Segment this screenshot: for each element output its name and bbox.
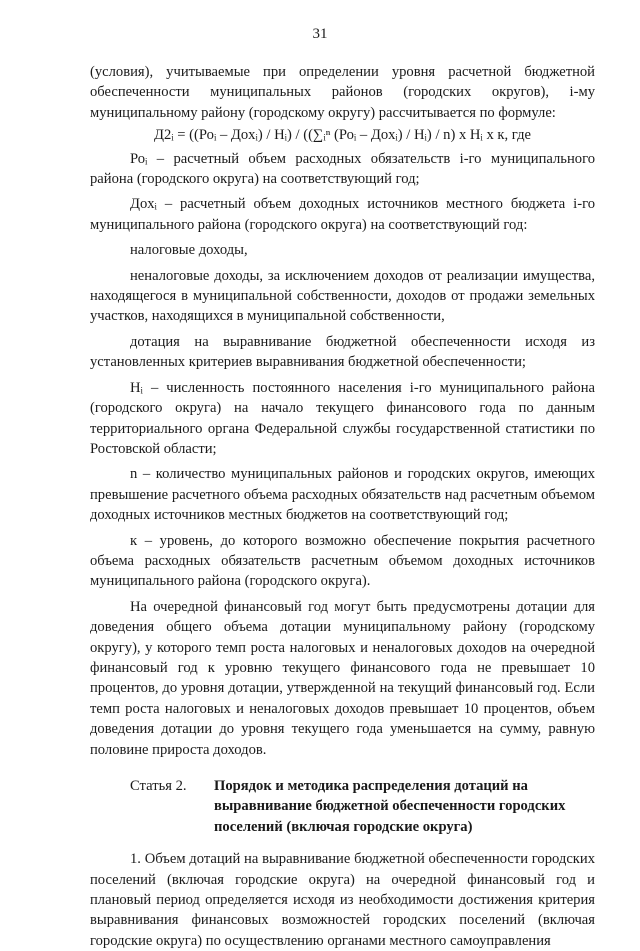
article-number: Статья 2. [130, 778, 187, 794]
paragraph: На очередной финансовый год могут быть предусмотрены дотации для доведения общего объема дотации муниципальному району (городскому округу), у которого темп роста налоговых и неналоговых доходов на очередной финансовый год к уровню текущего финансового года не превышает 10 процентов, до уровня дотации, утвержденной на текущий финансовый год. Если темп роста налоговых и неналоговых доходов превышает 10 процентов, объем доведения дотации до уровня текущего года уменьшается на сумму, равную половине прироста доходов. [90, 598, 595, 758]
paragraph: налоговые доходы, [130, 242, 248, 259]
paragraph: неналоговые доходы, за исключением доходов от реализации имущества, находящегося в муниципальной собственности, доходов от продажи земельных участков, находящихся в муниципальной собственности, [90, 267, 595, 325]
paragraph: Доxᵢ – расчетный объем доходных источников местного бюджета i-го муниципального района (городского округа) на соответствующий год: [90, 196, 595, 233]
article-title: Порядок и методика распределения дотаций на выравнивание бюджетной обеспеченности городских поселений (включая городские округа) [214, 778, 566, 835]
page-number: 31 [312, 26, 328, 42]
paragraph: Роᵢ – расчетный объем расходных обязательств i-го муниципального района (городского округа) на соответствующий год; [90, 150, 595, 188]
document-body [90, 62, 595, 951]
paragraph: дотация на выравнивание бюджетной обеспеченности исходя из установленных критериев выравнивания бюджетной обеспеченности; [90, 333, 595, 371]
formula: Д2ᵢ = ((Роᵢ – Доxᵢ) / Нᵢ) / ((∑ᵢⁿ (Роᵢ – Доxᵢ) / Нᵢ) / n) x Нᵢ x к, где [154, 127, 531, 144]
paragraph: n – количество муниципальных районов и городских округов, имеющих превышение расчетного объема расходных обязательств над расчетным объемом доходных источников местных бюджетов на соответствующий год; [90, 466, 595, 524]
paragraph: 1. Объем дотаций на выравнивание бюджетной обеспеченности городских поселений (включая городские округа) на очередной финансовый год и плановый период определяется исходя из необходимости достижения критерия выравнивания финансовых возможностей городских поселений (включая городские округа) по осуществлению органами местного самоуправления [90, 851, 595, 949]
paragraph: Нᵢ – численность постоянного населения i-го муниципального района (городского округа) на начало текущего финансового года по данным территориального органа Федеральной службы государственной статистики по Ростовской области; [90, 379, 595, 457]
paragraph: к – уровень, до которого возможно обеспечение покрытия расчетного объема расходных обязательств расчетным объемом доходных источников муниципального района (городского округа). [90, 532, 595, 590]
paragraph: (условия), учитываемые при определении уровня расчетной бюджетной обеспеченности муниципальных районов (городских округов), i-му муниципальному району (городскому округу) рассчитывается по формуле: [90, 64, 595, 121]
article-heading [90, 776, 595, 837]
